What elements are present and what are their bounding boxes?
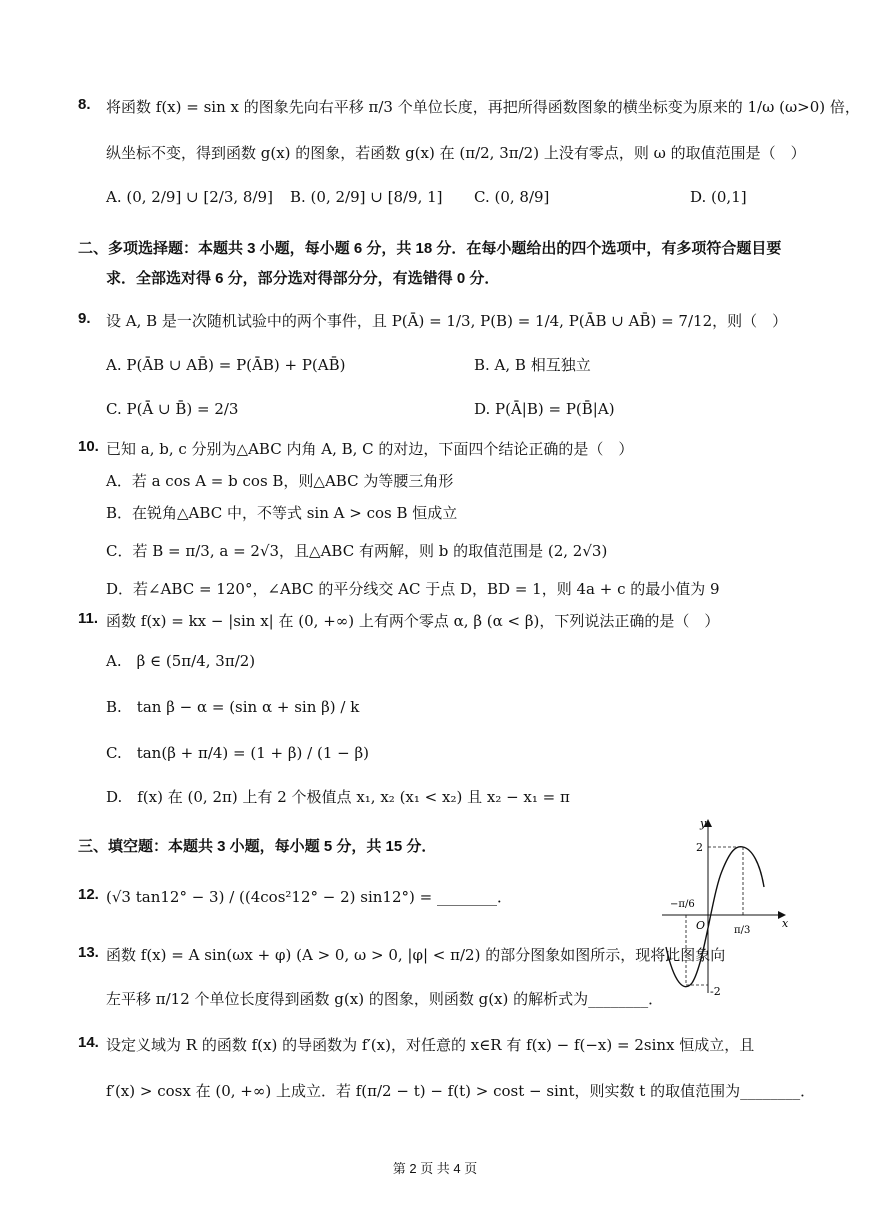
question-8-stem-line2: 纵坐标不变，得到函数 g(x) 的图象，若函数 g(x) 在 (π/2, 3π/2) 上没有零点，则 ω 的取值范围是（ ） (106, 144, 806, 162)
question-14-number: 14. (78, 1034, 99, 1051)
question-10-number: 10. (78, 438, 99, 455)
question-9-option-c: C. P(Ā ∪ B̄) = 2/3 (106, 400, 239, 418)
question-10-option-b: B．在锐角△ABC 中，不等式 sin A > cos B 恒成立 (106, 504, 458, 522)
question-13-stem-line2: 左平移 π/12 个单位长度得到函数 g(x) 的图象，则函数 g(x) 的解析式为________． (106, 990, 664, 1008)
y-axis-label: y (700, 817, 707, 830)
question-14-stem-line2: f′(x) > cosx 在 (0, +∞) 上成立．若 f(π/2 − t) − f(t) > cost − sint，则实数 t 的取值范围为________． (106, 1082, 816, 1100)
question-11-option-d: D. f(x) 在 (0, 2π) 上有 2 个极值点 x₁, x₂ (x₁ < x₂) 且 x₂ − x₁ = π (106, 788, 570, 806)
question-8-option-a: A. (0, 2/9] ∪ [2/3, 8/9] (106, 188, 273, 206)
question-9-option-d: D. P(Ā|B) = P(B̄|A) (474, 400, 615, 418)
question-14-stem-line1: 设定义域为 R 的函数 f(x) 的导函数为 f′(x)，对任意的 x∈R 有 f(x) − f(−x) = 2sinx 恒成立，且 (106, 1036, 755, 1054)
question-11-stem: 函数 f(x) = kx − |sin x| 在 (0, +∞) 上有两个零点 α, β (α < β)，下列说法正确的是（ ） (106, 612, 720, 630)
question-13-number: 13. (78, 944, 99, 961)
sine-graph-figure (662, 815, 792, 1000)
question-13-stem-line1: 函数 f(x) = A sin(ωx + φ) (A > 0, ω > 0, |φ| < π/2) 的部分图象如图所示，现将此图象向 (106, 946, 726, 964)
question-10-stem: 已知 a, b, c 分别为△ABC 内角 A, B, C 的对边，下面四个结论正确的是（ ） (106, 440, 634, 458)
max-value-label: 2 (696, 841, 703, 854)
question-9-option-b: B. A, B 相互独立 (474, 356, 591, 374)
question-9-option-a: A. P(ĀB ∪ AB̄) = P(ĀB) + P(AB̄) (106, 356, 346, 374)
section-2-heading-line1: 二、多项选择题：本题共 3 小题，每小题 6 分，共 18 分．在每小题给出的四个选项中，有多项符合题目要 (78, 240, 782, 257)
question-12-number: 12. (78, 886, 99, 903)
positive-tick-label: π/3 (734, 925, 751, 936)
question-8-number: 8. (78, 96, 91, 113)
question-10-option-c: C．若 B = π/3, a = 2√3，且△ABC 有两解，则 b 的取值范围是 (2, 2√3) (106, 542, 608, 560)
question-9-stem: 设 A, B 是一次随机试验中的两个事件，且 P(Ā) = 1/3, P(B) = 1/4, P(ĀB ∪ AB̄) = 7/12，则（ ） (106, 312, 788, 330)
question-8-option-c: C. (0, 8/9] (474, 188, 550, 206)
question-11-option-a: A. β ∈ (5π/4, 3π/2) (106, 652, 256, 670)
origin-label: O (696, 919, 706, 932)
question-11-number: 11. (78, 610, 99, 627)
section-3-heading: 三、填空题：本题共 3 小题，每小题 5 分，共 15 分． (78, 838, 437, 855)
question-8-stem-line1: 将函数 f(x) = sin x 的图象先向右平移 π/3 个单位长度，再把所得函数图象的横坐标变为原来的 1/ω (ω>0) 倍， (106, 98, 860, 116)
question-12-stem: (√3 tan12° − 3) / ((4cos²12° − 2) sin12°) = ________． (106, 888, 512, 906)
question-9-number: 9. (78, 310, 91, 327)
question-11-option-c: C. tan(β + π/4) = (1 + β) / (1 − β) (106, 744, 370, 762)
sine-curve (666, 847, 764, 987)
page-footer: 第 2 页 共 4 页 (392, 1161, 478, 1176)
section-2-heading-line2: 求．全部选对得 6 分，部分选对得部分分，有选错得 0 分． (106, 270, 500, 287)
negative-tick-label: −π/6 (670, 899, 695, 910)
question-10-option-d: D．若∠ABC = 120°，∠ABC 的平分线交 AC 于点 D，BD = 1，则 4a + c 的最小值为 9 (106, 580, 720, 598)
x-axis-label: x (782, 917, 789, 930)
min-value-label: -2 (710, 985, 721, 998)
question-11-option-b: B. tan β − α = (sin α + sin β) / k (106, 698, 360, 716)
question-10-option-a: A．若 a cos A = b cos B，则△ABC 为等腰三角形 (106, 472, 454, 490)
question-8-option-b: B. (0, 2/9] ∪ [8/9, 1] (290, 188, 443, 206)
question-8-option-d: D. (0,1] (690, 188, 747, 206)
